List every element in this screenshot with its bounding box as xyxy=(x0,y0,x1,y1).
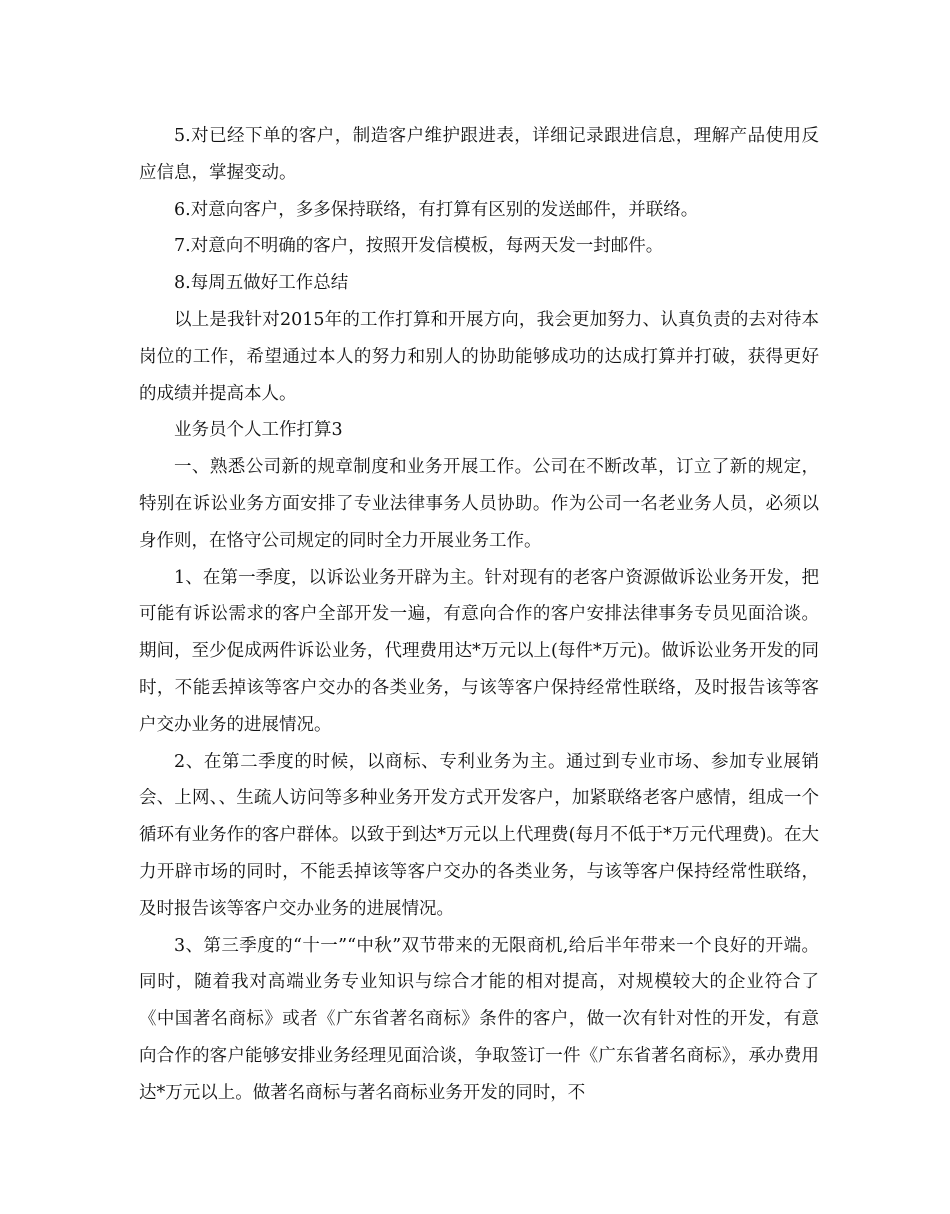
paragraph-part-one: 一、熟悉公司新的规章制度和业务开展工作。公司在不断改革，订立了新的规定，特别在诉讼业务方面安排了专业法律事务人员协助。作为公司一名老业务人员，必须以身作则，在恪守公司规定的同时全力开展业务工作。 xyxy=(139,457,819,551)
paragraph-quarter-three: 3、第三季度的“十一”“中秋”双节带来的无限商机,给后半年带来一个良好的开端。同时，随着我对高端业务专业知识与综合才能的相对提高，对规模较大的企业符合了《中国著名商标》或者《广东省著名商标》条件的客户，做一次有针对性的开发，有意向合作的客户能够安排业务经理见面洽谈，争取签订一件《广东省著名商标》，承办费用达*万元以上。做著名商标与著名商标业务开发的同时，不 xyxy=(139,935,819,1103)
paragraph-summary: 以上是我针对2015年的工作打算和开展方向，我会更加努力、认真负责的去对待本岗位的工作，希望通过本人的努力和别人的协助能够成功的达成打算并打破，获得更好的成绩并提高本人。 xyxy=(139,309,819,404)
paragraph-item-8: 8.每周五做好工作总结 xyxy=(174,273,349,294)
paragraph-quarter-one: 1、在第一季度，以诉讼业务开辟为主。针对现有的老客户资源做诉讼业务开发，把可能有诉讼需求的客户全部开发一遍，有意向合作的客户安排法律事务专员见面洽谈。期间，至少促成两件诉讼业务，代理费用达*万元以上(每件*万元)。做诉讼业务开发的同时，不能丢掉该等客户交办的各类业务，与该等客户保持经常性联络，及时报告该等客户交办业务的进展情况。 xyxy=(139,567,819,735)
section-heading: 业务员个人工作打算3 xyxy=(174,420,343,441)
paragraph-quarter-two: 2、在第二季度的时候，以商标、专利业务为主。通过到专业市场、参加专业展销会、上网、、生疏人访问等多种业务开发方式开发客户，加紧联络老客户感情，组成一个循环有业务作的客户群体。以致于到达*万元以上代理费(每月不低于*万元代理费)。在大力开辟市场的同时，不能丢掉该等客户交办的各类业务，与该等客户保持经常性联络，及时报告该等客户交办业务的进展情况。 xyxy=(139,751,819,919)
paragraph-item-7: 7.对意向不明确的客户，按照开发信模板，每两天发一封邮件。 xyxy=(174,236,664,257)
paragraph-item-6: 6.对意向客户，多多保持联络，有打算有区别的发送邮件，并联络。 xyxy=(174,199,699,220)
paragraph-item-5: 5.对已经下单的客户，制造客户维护跟进表，详细记录跟进信息，理解产品使用反应信息，掌握变动。 xyxy=(139,126,819,183)
document-body xyxy=(139,118,819,1112)
